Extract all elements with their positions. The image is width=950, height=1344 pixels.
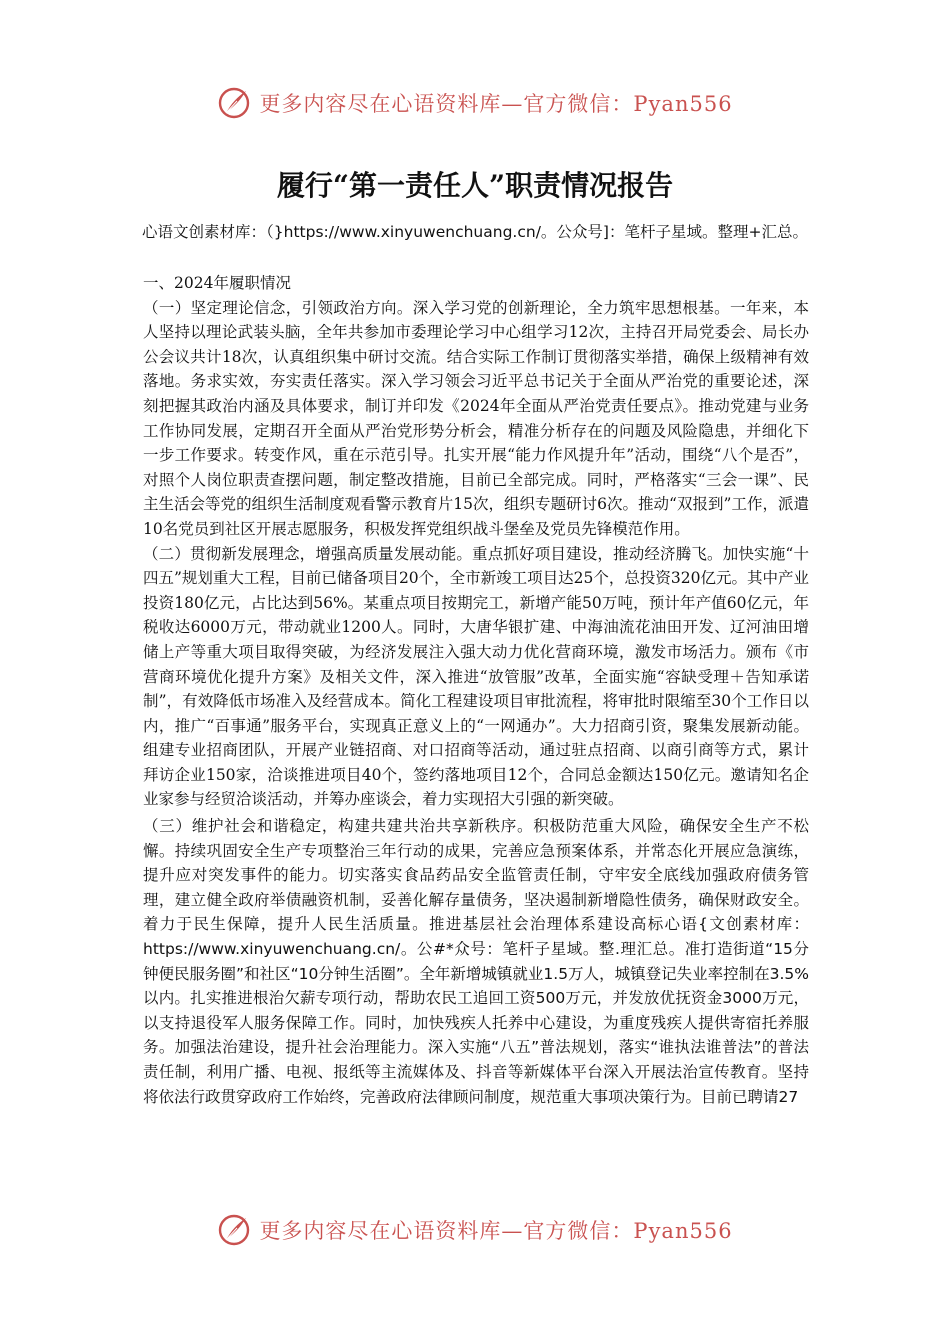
watermark-text: 更多内容尽在心语资料库—官方微信：Pyan556 [259,1219,733,1243]
section-heading: 一、2024年履职情况 [143,274,291,292]
document-body [143,271,809,1109]
quill-logo-icon [217,86,251,120]
document-title: 履行“第一责任人”职责情况报告 [276,168,674,202]
paragraph-2: （二）贯彻新发展理念，增强高质量发展动能。重点抓好项目建设，推动经济腾飞。加快实施“十四五”规划重大工程，目前已储备项目20个，全市新竣工项目达25个，总投资320亿元。其中产业投资180亿元，占比达到56%。某重点项目按期完工，新增产能50万吨，预计年产值60亿元，年税收达6000万元，带动就业1200人。同时，大唐华银扩建、中海油流花油田开发、辽河油田增储上产等重大项目取得突破，为经济发展注入强大动力优化营商环境，激发市场活力。颁布《市营商环境优化提升方案》及相关文件，深入推进“放管服”改革，全面实施“容缺受理＋告知承诺制”，有效降低市场准入及经营成本。简化工程建设项目审批流程，将审批时限缩至30个工作日以内，推广“百事通”服务平台，实现真正意义上的“一网通办”。大力招商引资，聚集发展新动能。组建专业招商团队，开展产业链招商、对口招商等活动，通过驻点招商、以商引商等方式，累计拜访企业150家，洽谈推进项目40个，签约落地项目12个，合同总金额达150亿元。邀请知名企业家参与经贸洽谈活动，并筹办座谈会，着力实现招大引强的新突破。 [143,544,809,809]
quill-logo-icon [217,1213,251,1247]
paragraph-3: （三）维护社会和谐稳定，构建共建共治共享新秩序。积极防范重大风险，确保安全生产不松懈。持续巩固安全生产专项整治三年行动的成果，完善应急预案体系，并常态化开展应急演练，提升应对突发事件的能力。切实落实食品药品安全监管责任制，守牢安全底线加强政府债务管理，建立健全政府举债融资机制，妥善化解存量债务，坚决遏制新增隐性债务，确保财政安全。着力于民生保障，提升人民生活质量。推进基层社会治理体系建设高标心语{文创素材库：https://www.xinyuwenchuang.cn/。公#*众号：笔杆子星域。整.理汇总。准打造街道“15分钟便民服务圈”和社区“10分钟生活圈”。全年新增城镇就业1.5万人，城镇登记失业率控制在3.5%以内。扎实推进根治欠薪专项行动，帮助农民工追回工资500万元，并发放优抚资金3000万元，以支持退役军人服务保障工作。同时，加快残疾人托养中心建设，为重度残疾人提供寄宿托养服务。加强法治建设，提升社会治理能力。深入实施“八五”普法规划，落实“谁执法谁普法”的普法责任制，利用广播、电视、报纸等主流媒体及、抖音等新媒体平台深入开展法治宣传教育。坚持将依法行政贯穿政府工作始终，完善政府法律顾问制度，规范重大事项决策行为。目前已聘请27 [143,817,809,1106]
watermark-banner-bottom [0,1210,950,1250]
source-note: 心语文创素材库：（}https://www.xinyuwenchuang.cn/。公众号]：笔杆子星域。整理+汇总。 [142,223,808,241]
paragraph-1: （一）坚定理论信念，引领政治方向。深入学习党的创新理论，全力筑牢思想根基。一年来，本人坚持以理论武装头脑，全年共参加市委理论学习中心组学习12次，主持召开局党委会、局长办公会议共计18次，认真组织集中研讨交流。结合实际工作制订贯彻落实举措，确保上级精神有效落地。务求实效，夯实责任落实。深入学习领会习近平总书记关于全面从严治党的重要论述，深刻把握其政治内涵及具体要求，制订并印发《2024年全面从严治党责任要点》。推动党建与业务工作协同发展，定期召开全面从严治党形势分析会，精准分析存在的问题及风险隐患，并细化下一步工作要求。转变作风，重在示范引导。扎实开展“能力作风提升年”活动，围绕“八个是否”，对照个人岗位职责查摆问题，制定整改措施，目前已全部完成。同时，严格落实“三会一课”、民主生活会等党的组织生活制度观看警示教育片15次，组织专题研讨6次。推动“双报到”工作，派遣10名党员到社区开展志愿服务，积极发挥党组织战斗堡垒及党员先锋模范作用。 [143,298,809,538]
watermark-banner-top [0,83,950,123]
watermark-text: 更多内容尽在心语资料库—官方微信：Pyan556 [259,92,733,116]
